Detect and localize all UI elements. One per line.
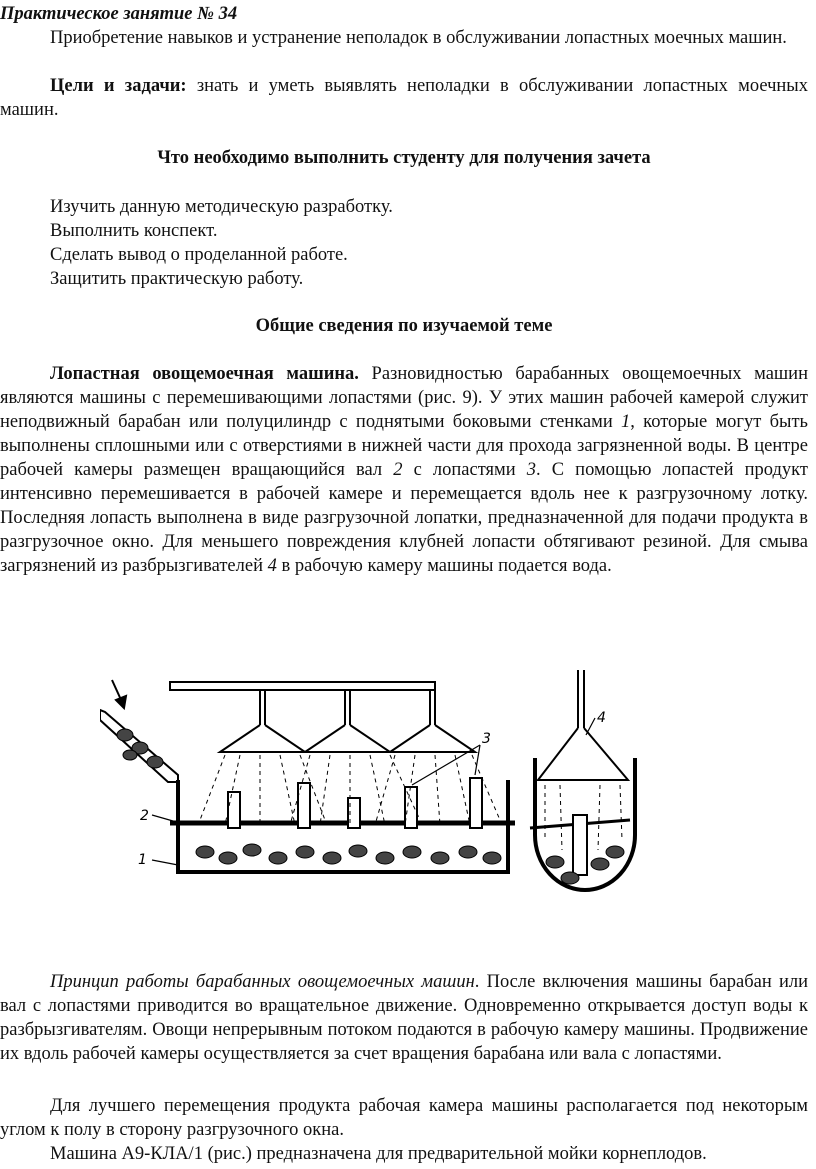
ref-number: 2 [393,460,403,480]
sprayer [220,725,305,752]
list-item: Изучить данную методическую разработку. [50,197,393,217]
label-2: 2 [140,808,149,824]
goals-paragraph [0,74,808,122]
goals-label: Цели и задачи: [50,76,187,96]
water-pipe [170,682,435,690]
desc-text: , которые могут быть выполнены сплошными или с отверстиями в нижней части для прохода загрязненной воды. В центре рабочей камеры размещен вращающийся вал [0,412,808,480]
sprayer [390,725,475,752]
desc-text: Разновидностью барабанных овощемоечных машин являются машины с перемешивающими лопастями (рис. 9). У этих машин рабочей камерой служит неподвижный барабан или полуцилиндр с поднятыми боковыми стенками [0,364,808,432]
working-principle-paragraph [0,970,808,1066]
desc-text: с лопастями [402,460,527,480]
desc-text: . С помощью лопастей продукт интенсивно перемешивается в рабочей камере и перемещается вдоль нее к разгрузочному лотку. Последняя лопасть выполнена в виде разгрузочной лопатки, предназначенной для подачи продукта в разгрузочное окно. Для меньшего повреждения клубней лопасти обтягивают резиной. Для смыва загрязнений из разбрызгивателей [0,460,808,576]
list-item: Выполнить конспект. [50,221,218,241]
ref-number: 3 [526,460,536,480]
principle-text: . После включения машины барабан или вал с лопастями приводится во вращательное движение. Одновременно открывается доступ воды к разбрызгивателям. Овощи непрерывным потоком подаются в рабочую камеру машины. Продвижение их вдоль рабочей камеры осуществляется за счет вращения барабана или вала с лопастями. [0,972,808,1064]
desc-text: в рабочую камеру машины подается вода. [276,556,612,576]
machine-lead: Лопастная овощемоечная машина. [50,364,359,384]
ref-number: 4 [267,556,277,576]
machine-diagram [100,640,660,940]
machine-description-paragraph [0,362,808,578]
sprayer [538,728,628,780]
list-item: Защитить практическую работу. [50,269,304,289]
page-title: Практическое занятие № 34 [0,4,238,24]
topic-text: Приобретение навыков и устранение неполадок в обслуживании лопастных моечных машин. [50,28,787,48]
label-4: 4 [597,710,606,726]
label-3: 3 [482,731,491,747]
ref-number: 1 [621,412,631,432]
principle-lead: Принцип работы барабанных овощемоечных машин [50,972,475,992]
requirements-list [50,195,393,291]
list-item: Сделать вывод о проделанной работе. [50,245,348,265]
machine-a9-paragraph: Машина А9-КЛА/1 (рис.) предназначена для предварительной мойки корнеплодов. [50,1144,707,1164]
incline-paragraph: Для лучшего перемещения продукта рабочая камера машины располагается под некоторым углом к полу в сторону разгрузочного окна. [0,1096,808,1140]
section-heading-general: Общие сведения по изучаемой теме [255,316,553,336]
topic-paragraph [0,26,808,50]
goals-text: знать и уметь выявлять неполадки в обслуживании лопастных моечных машин. [0,76,808,120]
label-1: 1 [138,852,147,868]
sprayer [305,725,390,752]
section-heading-requirements: Что необходимо выполнить студенту для получения зачета [157,148,651,168]
